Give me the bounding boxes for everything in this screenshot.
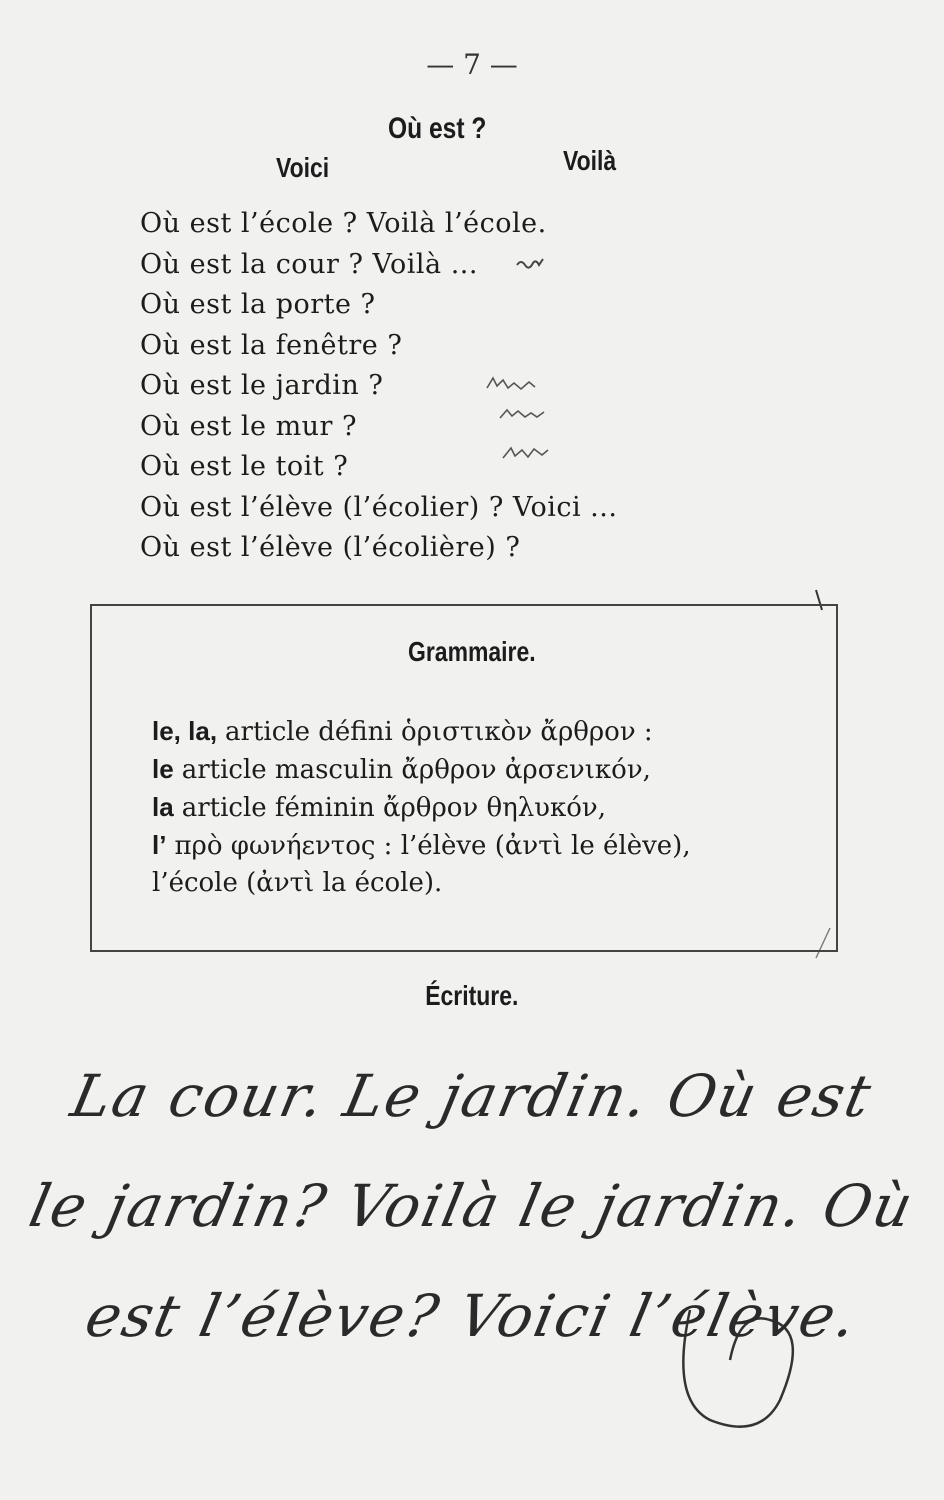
grammar-term: le, la,: [152, 716, 218, 746]
question-line: Où est l’école ? Voilà l’école.: [140, 208, 547, 239]
grammar-title: Grammaire.: [408, 636, 536, 667]
heading-voici: Voici: [276, 152, 330, 183]
grammar-term: le: [152, 754, 174, 784]
heading-voila: Voilà: [563, 145, 617, 176]
grammar-text: l’école (ἀντὶ la école).: [152, 868, 443, 898]
grammar-line: [152, 750, 691, 788]
script-line: La cour. Le jardin. Où est: [65, 1062, 879, 1130]
question-line: Où est le toit ?: [140, 451, 349, 482]
grammar-text: article féminin ἄρθρον θηλυκόν,: [181, 793, 606, 823]
page-number: — 7 —: [426, 48, 518, 81]
grammar-line: [152, 864, 691, 902]
grammar-text: πρὸ φωνήεντος : l’élève (ἀντὶ le élève),: [174, 831, 691, 861]
grammar-text: article défini ὁριστικὸν ἄρθρον :: [225, 717, 653, 747]
question-line: Où est l’élève (l’écolier) ? Voici ...: [140, 491, 618, 523]
question-line: Où est l’élève (l’écolière) ?: [140, 532, 521, 563]
question-list: [140, 204, 617, 569]
heading-where-is: Où est ?: [388, 112, 487, 145]
writing-title: Écriture.: [425, 980, 519, 1011]
grammar-lines: [152, 712, 691, 902]
question-line: Où est la porte ?: [140, 289, 376, 320]
question-line: Où est le mur ?: [140, 410, 358, 442]
grammar-line: [152, 712, 691, 750]
grammar-line: [152, 826, 691, 864]
grammar-text: article masculin ἄρθρον ἀρσενικόν,: [181, 755, 651, 785]
grammar-line: [152, 788, 691, 826]
grammar-term: la: [152, 792, 174, 822]
question-line: Où est la fenêtre ?: [140, 329, 403, 361]
script-line: le jardin? Voilà le jardin. Où: [23, 1172, 921, 1240]
grammar-term: l’: [152, 830, 167, 860]
question-line: Où est la cour ? Voilà ...: [140, 248, 478, 280]
question-line: Où est le jardin ?: [140, 370, 384, 401]
script-line: est l’élève? Voici l’élève.: [79, 1282, 865, 1350]
